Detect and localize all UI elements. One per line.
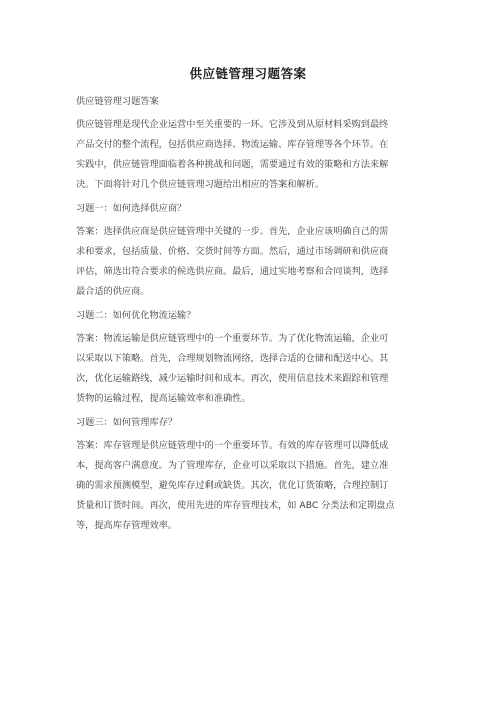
intro-line: 供应链管理是现代企业运营中至关重要的一环。它涉及到从原材料采购到最终 xyxy=(76,119,389,130)
page-title: 供应链管理习题答案 xyxy=(189,66,307,81)
answer-line: 答案：物流运输是供应链管理中的一个重要环节。为了优化物流运输，企业可 xyxy=(76,333,389,344)
question-block-1 xyxy=(76,199,420,302)
question-heading: 习题二：如何优化物流运输？ xyxy=(76,310,196,321)
answer-line: 答案：库存管理是供应链管理中的一个重要环节。有效的库存管理可以降低成 xyxy=(76,440,389,451)
answer-line: 次，优化运输路线，减少运输时间和成本。再次，使用信息技术来跟踪和管理 xyxy=(76,373,389,384)
question-heading: 习题一：如何选择供应商？ xyxy=(76,203,187,214)
answer-line: 确的需求预测模型，避免库存过剩或缺货。其次，优化订货策略，合理控制订 xyxy=(76,480,389,491)
answer-line: 以采取以下策略。首先，合理规划物流网络，选择合适的仓储和配送中心。其 xyxy=(76,353,389,364)
answer-line: 货物的运输过程，提高运输效率和准确性。 xyxy=(76,393,251,404)
intro-line: 产品交付的整个流程，包括供应商选择、物流运输、库存管理等各个环节。在 xyxy=(76,139,389,150)
intro-line: 实践中，供应链管理面临着各种挑战和问题，需要通过有效的策略和方法来解 xyxy=(76,159,389,170)
question-heading: 习题三：如何管理库存？ xyxy=(76,417,178,428)
answer-line: 本，提高客户满意度。为了管理库存，企业可以采取以下措施。首先，建立准 xyxy=(76,460,389,471)
document-body xyxy=(76,92,420,536)
question-block-2 xyxy=(76,306,420,409)
answer-line: 等，提高库存管理效率。 xyxy=(76,520,178,531)
intro-paragraph xyxy=(76,115,420,195)
answer-line: 评估，筛选出符合要求的候选供应商。最后，通过实地考察和合同谈判，选择 xyxy=(76,266,389,277)
answer-line: 货量和订货时间。再次，使用先进的库存管理技术，如 ABC 分类法和定期盘点 xyxy=(76,500,395,511)
answer-line: 最合适的供应商。 xyxy=(76,286,150,297)
document-subtitle: 供应链管理习题答案 xyxy=(76,96,159,107)
answer-line: 求和要求，包括质量、价格、交货时间等方面。然后，通过市场调研和供应商 xyxy=(76,246,389,257)
answer-line: 答案：选择供应商是供应链管理中关键的一步。首先，企业应该明确自己的需 xyxy=(76,226,389,237)
intro-line: 决。下面将针对几个供应链管理习题给出相应的答案和解析。 xyxy=(76,179,325,190)
question-block-3 xyxy=(76,413,420,536)
